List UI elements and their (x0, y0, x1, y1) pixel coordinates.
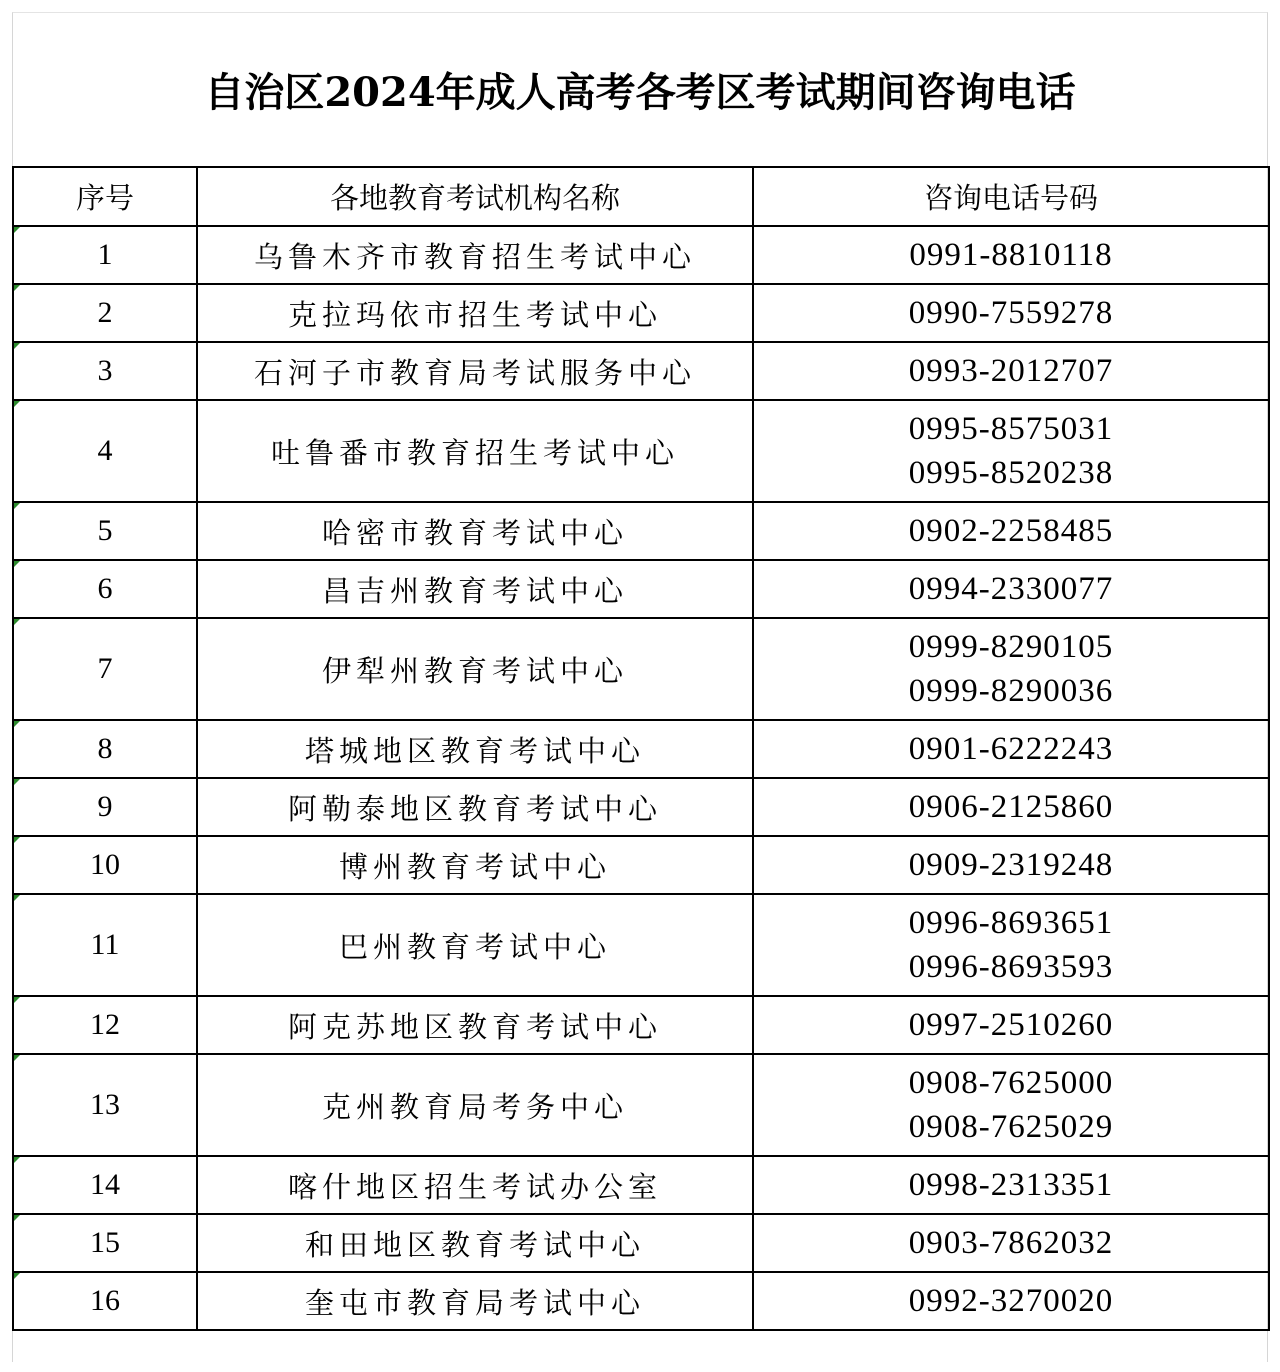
header-name: 各地教育考试机构名称 (197, 167, 753, 226)
phone-number: 0997-2510260 (908, 1007, 1114, 1043)
institution-name: 阿克苏地区教育考试中心 (197, 996, 753, 1054)
row-index (13, 342, 197, 400)
cell-comment-marker (14, 997, 20, 1003)
cell-comment-marker (14, 1215, 20, 1221)
cell-comment-marker (14, 401, 20, 407)
phone-cell (753, 836, 1269, 894)
row-index-text: 13 (90, 1088, 120, 1121)
table-body (13, 226, 1269, 1330)
institution-name: 巴州教育考试中心 (197, 894, 753, 996)
cell-comment-marker (14, 1157, 20, 1163)
table-row (13, 996, 1269, 1054)
table-row (13, 1054, 1269, 1156)
row-index (13, 1054, 197, 1156)
row-index (13, 400, 197, 502)
row-index-text: 6 (97, 572, 113, 605)
row-index (13, 894, 197, 996)
cell-comment-marker (14, 561, 20, 567)
institution-name: 喀什地区招生考试办公室 (197, 1156, 753, 1214)
cell-comment-marker (14, 837, 20, 843)
row-index (13, 1156, 197, 1214)
header-phone: 咨询电话号码 (753, 167, 1269, 226)
cell-comment-marker (14, 779, 20, 785)
cell-comment-marker (14, 619, 20, 625)
row-index-text: 2 (97, 296, 113, 329)
phone-number: 0996-8693651 (908, 905, 1114, 941)
phone-cell (753, 1054, 1269, 1156)
row-index (13, 720, 197, 778)
row-index (13, 1272, 197, 1330)
table-row (13, 560, 1269, 618)
institution-name: 吐鲁番市教育招生考试中心 (197, 400, 753, 502)
row-index (13, 618, 197, 720)
phone-number: 0994-2330077 (908, 571, 1114, 607)
table-row (13, 778, 1269, 836)
phone-cell (753, 226, 1269, 284)
phone-number: 0908-7625000 (908, 1065, 1114, 1101)
row-index (13, 502, 197, 560)
row-index (13, 836, 197, 894)
institution-name: 石河子市教育局考试服务中心 (197, 342, 753, 400)
row-index-text: 8 (97, 732, 113, 765)
table-header-row (13, 167, 1269, 226)
table-row (13, 502, 1269, 560)
phone-number: 0995-8520238 (908, 455, 1114, 491)
phone-cell (753, 996, 1269, 1054)
phone-cell (753, 1214, 1269, 1272)
phone-cell (753, 720, 1269, 778)
institution-name: 乌鲁木齐市教育招生考试中心 (197, 226, 753, 284)
row-index-text: 1 (97, 238, 113, 271)
phone-number: 0998-2313351 (908, 1167, 1114, 1203)
cell-comment-marker (14, 1273, 20, 1279)
table-row (13, 226, 1269, 284)
cell-comment-marker (14, 503, 20, 509)
cell-comment-marker (14, 895, 20, 901)
phone-number: 0991-8810118 (909, 237, 1113, 273)
phone-number: 0908-7625029 (908, 1109, 1114, 1145)
institution-name: 塔城地区教育考试中心 (197, 720, 753, 778)
table-row (13, 618, 1269, 720)
row-index-text: 16 (90, 1284, 120, 1317)
phone-cell (753, 400, 1269, 502)
row-index-text: 5 (97, 514, 113, 547)
table-row (13, 1156, 1269, 1214)
row-index-text: 4 (97, 434, 113, 467)
header-index: 序号 (13, 167, 197, 226)
institution-name: 阿勒泰地区教育考试中心 (197, 778, 753, 836)
phone-number: 0906-2125860 (908, 789, 1114, 825)
cell-comment-marker (14, 1055, 20, 1061)
row-index-text: 15 (90, 1226, 120, 1259)
row-index-text: 10 (90, 848, 120, 881)
institution-name: 哈密市教育考试中心 (197, 502, 753, 560)
phone-number: 0993-2012707 (908, 353, 1114, 389)
phone-number: 0992-3270020 (908, 1283, 1114, 1319)
phone-cell (753, 342, 1269, 400)
phone-number: 0996-8693593 (908, 949, 1114, 985)
row-index-text: 14 (90, 1168, 120, 1201)
table-row (13, 400, 1269, 502)
table-row (13, 836, 1269, 894)
cell-comment-marker (14, 343, 20, 349)
phone-cell (753, 778, 1269, 836)
institution-name: 伊犁州教育考试中心 (197, 618, 753, 720)
cell-comment-marker (14, 721, 20, 727)
phone-number: 0995-8575031 (908, 411, 1114, 447)
phone-cell (753, 618, 1269, 720)
row-index-text: 11 (90, 928, 120, 961)
cell-comment-marker (14, 285, 20, 291)
phone-number: 0901-6222243 (908, 731, 1114, 767)
row-index (13, 560, 197, 618)
phone-number: 0999-8290036 (908, 673, 1114, 709)
phone-number: 0990-7559278 (908, 295, 1114, 331)
page-title: 自治区2024年成人高考各考区考试期间咨询电话 (204, 68, 1076, 116)
cell-comment-marker (14, 227, 20, 233)
phone-cell (753, 1272, 1269, 1330)
table-row (13, 342, 1269, 400)
table-row (13, 1272, 1269, 1330)
table-row (13, 1214, 1269, 1272)
phone-cell (753, 894, 1269, 996)
institution-name: 克拉玛依市招生考试中心 (197, 284, 753, 342)
table-row (13, 720, 1269, 778)
table-row (13, 284, 1269, 342)
phone-number: 0903-7862032 (908, 1225, 1114, 1261)
phone-number: 0902-2258485 (908, 513, 1114, 549)
phone-cell (753, 1156, 1269, 1214)
row-index (13, 226, 197, 284)
phone-number: 0909-2319248 (908, 847, 1114, 883)
phone-cell (753, 502, 1269, 560)
phone-number: 0999-8290105 (908, 629, 1114, 665)
institution-name: 昌吉州教育考试中心 (197, 560, 753, 618)
row-index-text: 12 (90, 1008, 120, 1041)
row-index-text: 9 (97, 790, 113, 823)
row-index (13, 284, 197, 342)
phone-cell (753, 284, 1269, 342)
table-row (13, 894, 1269, 996)
row-index-text: 7 (97, 652, 113, 685)
institution-name: 奎屯市教育局考试中心 (197, 1272, 753, 1330)
contact-table (12, 166, 1270, 1331)
institution-name: 博州教育考试中心 (197, 836, 753, 894)
institution-name: 克州教育局考务中心 (197, 1054, 753, 1156)
row-index (13, 996, 197, 1054)
institution-name: 和田地区教育考试中心 (197, 1214, 753, 1272)
row-index (13, 778, 197, 836)
row-index (13, 1214, 197, 1272)
phone-cell (753, 560, 1269, 618)
row-index-text: 3 (97, 354, 113, 387)
